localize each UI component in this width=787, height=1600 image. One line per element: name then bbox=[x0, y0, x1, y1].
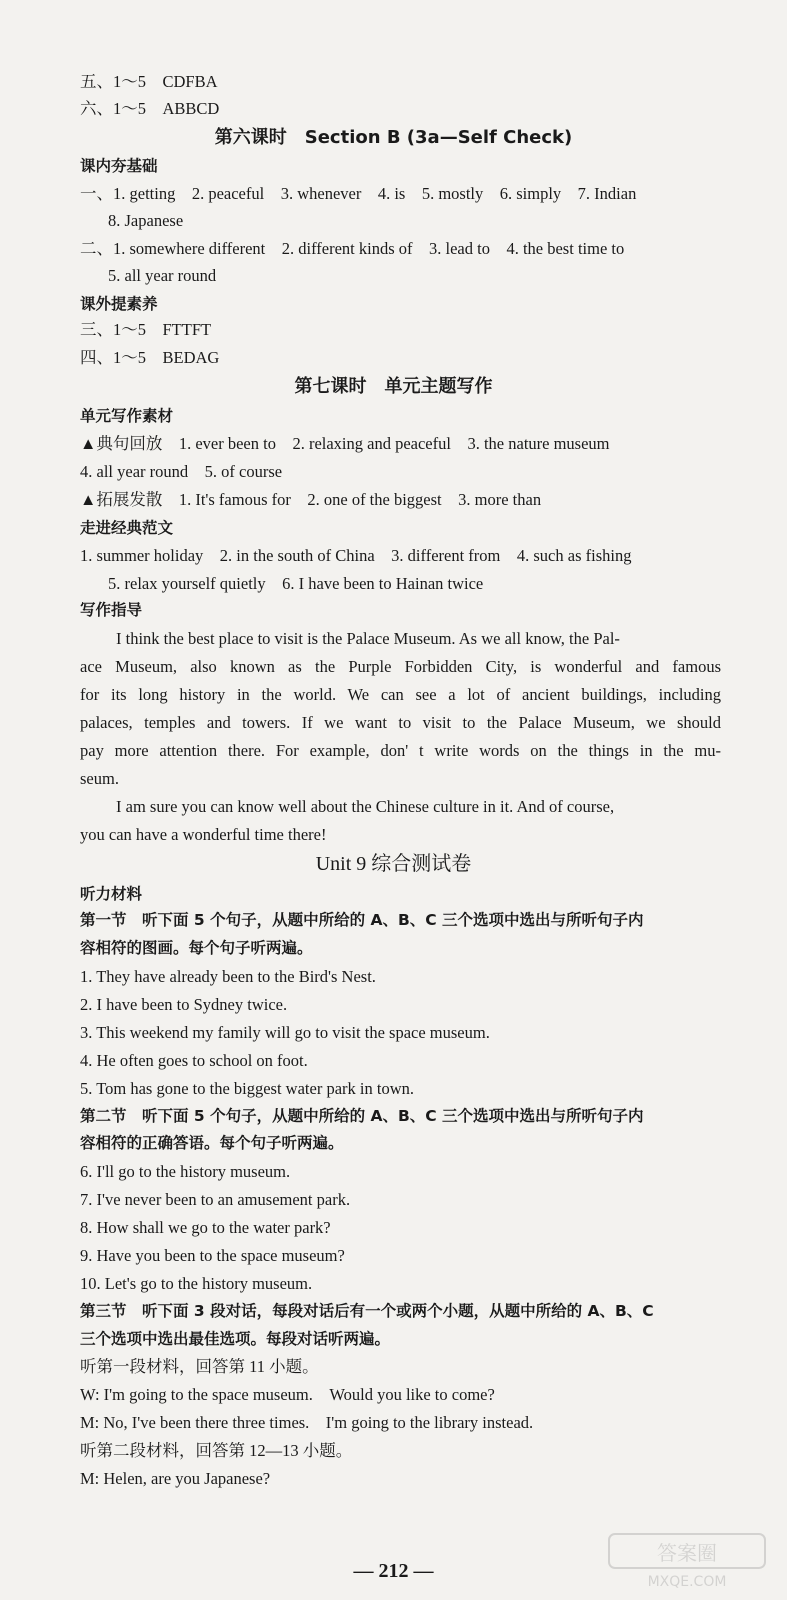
svg-text:答案圈: 答案圈 bbox=[657, 1541, 717, 1565]
page-number: — 212 — bbox=[353, 1560, 434, 1582]
text-line: 1. They have already been to the Bird's Nest. bbox=[80, 967, 376, 986]
text-line: 9. Have you been to the space museum? bbox=[80, 1246, 345, 1265]
text-line: 8. Japanese bbox=[108, 211, 184, 230]
text-line: I am sure you can know well about the Chinese culture in it. And of course, bbox=[116, 797, 615, 816]
text-line: 2. I have been to Sydney twice. bbox=[80, 995, 288, 1014]
sub-heading: 容相符的图画。每个句子听两遍。 bbox=[80, 939, 313, 957]
text-line: 五、1～5 CDFBA bbox=[80, 72, 218, 91]
sub-heading: 听力材料 bbox=[80, 885, 143, 903]
watermark-logo bbox=[607, 1530, 767, 1590]
sub-heading: 课内夯基础 bbox=[80, 157, 158, 175]
text-line: 二、1. somewhere different 2. different kinds of 3. lead to 4. the best time to bbox=[80, 239, 625, 258]
text-line: 听第一段材料，回答第 11 小题。 bbox=[80, 1357, 319, 1376]
text-line: I think the best place to visit is the Palace Museum. As we all know, the Pal- bbox=[116, 629, 620, 648]
section-heading: Unit 9 综合测试卷 bbox=[315, 853, 472, 875]
sub-heading: 第三节 听下面 3 段对话，每段对话后有一个或两个小题，从题中所给的 A、B、C bbox=[80, 1302, 654, 1320]
sub-heading: 单元写作素材 bbox=[80, 407, 174, 425]
text-line: ▲拓展发散 1. It's famous for 2. one of the biggest 3. more than bbox=[80, 490, 542, 509]
text-line: 5. Tom has gone to the biggest water park in town. bbox=[80, 1079, 414, 1098]
text-line: 1. summer holiday 2. in the south of China 3. different from 4. such as fishing bbox=[80, 546, 632, 565]
paragraph-line: for its long history in the world. We can see a lot of ancient buildings, including bbox=[80, 685, 721, 704]
sub-heading: 三个选项中选出最佳选项。每段对话听两遍。 bbox=[80, 1330, 391, 1348]
svg-text:MXQE.COM: MXQE.COM bbox=[647, 1574, 727, 1590]
text-line: 6. I'll go to the history museum. bbox=[80, 1162, 291, 1181]
text-line: M: Helen, are you Japanese? bbox=[80, 1469, 271, 1488]
text-line: 8. How shall we go to the water park? bbox=[80, 1218, 331, 1237]
paragraph-line: pay more attention there. For example, don' t write words on the things in the mu- bbox=[80, 741, 721, 760]
text-line: 7. I've never been to an amusement park. bbox=[80, 1190, 351, 1209]
sub-heading: 容相符的正确答语。每个句子听两遍。 bbox=[80, 1134, 344, 1152]
sub-heading: 走进经典范文 bbox=[80, 519, 174, 537]
paragraph-line: you can have a wonderful time there! bbox=[80, 825, 327, 844]
sub-heading: 课外提素养 bbox=[80, 295, 158, 313]
text-line: 听第二段材料，回答第 12—13 小题。 bbox=[80, 1441, 353, 1460]
sub-heading: 第二节 听下面 5 个句子，从题中所给的 A、B、C 三个选项中选出与所听句子内 bbox=[80, 1107, 644, 1125]
text-line: 4. He often goes to school on foot. bbox=[80, 1051, 308, 1070]
text-line: 六、1～5 ABBCD bbox=[80, 99, 220, 118]
paragraph-line: palaces, temples and towers. If we want to visit to the Palace Museum, we should bbox=[80, 713, 721, 732]
section-heading: 第七课时 单元主题写作 bbox=[294, 376, 493, 397]
text-line: 三、1～5 FTTFT bbox=[80, 320, 212, 339]
text-line: 4. all year round 5. of course bbox=[80, 462, 283, 481]
text-line: W: I'm going to the space museum. Would you like to come? bbox=[80, 1385, 495, 1404]
text-line: ▲典句回放 1. ever been to 2. relaxing and peaceful 3. the nature museum bbox=[80, 434, 610, 453]
sub-heading: 写作指导 bbox=[80, 601, 143, 619]
text-line: 一、1. getting 2. peaceful 3. whenever 4. is 5. mostly 6. simply 7. Indian bbox=[80, 184, 637, 203]
text-line: 5. all year round bbox=[108, 266, 217, 285]
text-line: 3. This weekend my family will go to visit the space museum. bbox=[80, 1023, 490, 1042]
text-line: M: No, I've been there three times. I'm going to the library instead. bbox=[80, 1413, 534, 1432]
paragraph-line: ace Museum, also known as the Purple Forbidden City, is wonderful and famous bbox=[80, 657, 721, 676]
section-heading: 第六课时 Section B (3a—Self Check) bbox=[214, 127, 573, 148]
paragraph-line: seum. bbox=[80, 769, 119, 788]
text-line: 5. relax yourself quietly 6. I have been to Hainan twice bbox=[108, 574, 484, 593]
text-line: 10. Let's go to the history museum. bbox=[80, 1274, 313, 1293]
text-line: 四、1～5 BEDAG bbox=[80, 348, 220, 367]
sub-heading: 第一节 听下面 5 个句子，从题中所给的 A、B、C 三个选项中选出与所听句子内 bbox=[80, 911, 644, 929]
